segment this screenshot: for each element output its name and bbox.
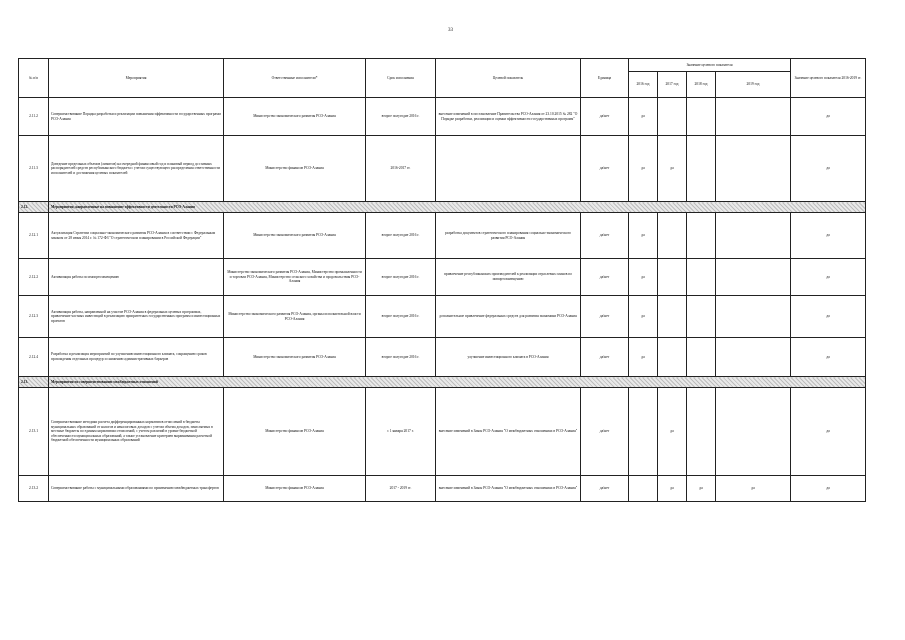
row-result: внесение изменений в Закон РСО-Алания "О межбюджетных отношениях в РСО-Алания": [436, 388, 581, 476]
header-2018: 2018 год: [687, 72, 716, 98]
row-deadline: 2017 - 2019 гг.: [366, 476, 436, 502]
section-row: [19, 377, 866, 388]
row-2016: [629, 388, 658, 476]
row-executor: Министерство финансов РСО-Алания: [224, 388, 366, 476]
row-final: да: [791, 136, 866, 202]
row-executor: Министерство финансов РСО-Алания: [224, 136, 366, 202]
row-final: да: [791, 213, 866, 259]
row-executor: Министерство экономического развития РСО-Алания: [224, 338, 366, 377]
row-2018: [687, 259, 716, 296]
row-2017: [658, 259, 687, 296]
row-num: 2.13.1: [19, 388, 49, 476]
row-num: 2.12.4: [19, 338, 49, 377]
row-2017: да: [658, 388, 687, 476]
row-2016: да: [629, 296, 658, 338]
section-row: [19, 202, 866, 213]
row-2017: [658, 98, 687, 136]
section-num: 2.13.: [19, 377, 49, 388]
table-row: [19, 296, 866, 338]
row-measure: Актуализация Стратегии социально-экономического развития РСО-Алания в соответствии с Федеральным законом от 28 июня 2014 г. № 172-ФЗ "О стратегическом планировании в Российской Федерации": [49, 213, 224, 259]
header-measure: Мероприятия: [49, 59, 224, 98]
row-deadline: второе полугодие 2016 г.: [366, 338, 436, 377]
row-deadline: второе полугодие 2016 г.: [366, 98, 436, 136]
row-2019: [716, 296, 791, 338]
table-row: [19, 259, 866, 296]
table-row: [19, 136, 866, 202]
header-num: № п/п: [19, 59, 49, 98]
row-final: да: [791, 388, 866, 476]
header-final: Значение целевого показателя 2016-2019 гг.: [791, 59, 866, 98]
row-measure: Совершенствование работы с муниципальными образованиями по применению межбюджетных трансфертов: [49, 476, 224, 502]
row-num: 2.11.2: [19, 98, 49, 136]
row-2019: [716, 259, 791, 296]
row-unit: да/нет: [581, 338, 629, 377]
row-unit: да/нет: [581, 136, 629, 202]
row-final: да: [791, 476, 866, 502]
row-result: внесение изменений в постановление Правительства РСО-Алания от 23.10.2015 № 282 "О Порядке разработки, реализации и оценки эффективности государственных программ": [436, 98, 581, 136]
table-body: [19, 59, 866, 502]
header-executor: Ответственные исполнители*: [224, 59, 366, 98]
row-2018: [687, 296, 716, 338]
row-2017: [658, 338, 687, 377]
row-2018: [687, 213, 716, 259]
row-final: да: [791, 98, 866, 136]
row-num: 2.12.2: [19, 259, 49, 296]
row-num: 2.12.1: [19, 213, 49, 259]
row-2017: [658, 296, 687, 338]
header-result: Целевой показатель: [436, 59, 581, 98]
row-measure: Совершенствование методики расчета дифференцированных нормативов отчислений в бюджеты муниципальных образований от налогов и неналоговых доходов с учетом объема доходов, зачисляемых в местные бюджеты по единым нормативам отчислений, с учетом различий в уровне бюджетной обеспеченности муниципальных образований, а также установление критериев выравнивания расчетной бюджетной обеспеченности муниципальных образований: [49, 388, 224, 476]
row-2016: да: [629, 213, 658, 259]
row-num: 2.13.2: [19, 476, 49, 502]
row-result: улучшение инвестиционного климата в РСО-Алания: [436, 338, 581, 377]
row-result: разработка документов стратегического планирования социально-экономического развития РСО-Алания: [436, 213, 581, 259]
row-final: да: [791, 296, 866, 338]
row-executor: Министерство экономического развития РСО-Алания: [224, 213, 366, 259]
header-unit: Единица: [581, 59, 629, 98]
table-row: [19, 213, 866, 259]
row-deadline: второе полугодие 2016 г.: [366, 259, 436, 296]
table-row: [19, 388, 866, 476]
header-deadline: Срок исполнения: [366, 59, 436, 98]
row-2016: [629, 476, 658, 502]
header-2017: 2017 год: [658, 72, 687, 98]
measures-table: [18, 58, 866, 502]
row-2016: да: [629, 259, 658, 296]
row-final: да: [791, 259, 866, 296]
row-unit: да/нет: [581, 296, 629, 338]
header-values-group: Значение целевого показателя: [629, 59, 791, 72]
row-2018: [687, 136, 716, 202]
row-executor: Министерство экономического развития РСО-Алания: [224, 98, 366, 136]
row-2018: [687, 388, 716, 476]
row-num: 2.11.3: [19, 136, 49, 202]
row-measure: Доведение предельных объемов (лимитов) на очередной финансовый год и плановый период до главных распорядителей средств республиканского бюджета с учетом существующего распределения ответственности исполнителей и достижения целевых показателей: [49, 136, 224, 202]
row-2017: да: [658, 136, 687, 202]
header-row-top: [19, 59, 866, 72]
row-deadline: второе полугодие 2016 г.: [366, 296, 436, 338]
row-2016: да: [629, 136, 658, 202]
row-deadline: второе полугодие 2016 г.: [366, 213, 436, 259]
row-2019: [716, 136, 791, 202]
header-2016: 2016 год: [629, 72, 658, 98]
row-measure: Активизация работы по импортозамещению: [49, 259, 224, 296]
row-final: да: [791, 338, 866, 377]
row-measure: Активизация работы, направленной на участие РСО-Алания в федеральных целевых программах, привлечение частных инвестиций в реализацию приоритетных государственных программ и инвестиционных проектов: [49, 296, 224, 338]
row-executor: Министерство экономического развития РСО-Алания, органы исполнительной власти РСО-Алания: [224, 296, 366, 338]
row-deadline: с 1 января 2017 г.: [366, 388, 436, 476]
row-2017: [658, 213, 687, 259]
row-num: 2.12.3: [19, 296, 49, 338]
section-title: Мероприятия, направленные на повышение эффективности деятельности РСО-Алания: [49, 202, 866, 213]
row-2016: да: [629, 98, 658, 136]
row-measure: Совершенствование Порядка разработки и реализации повышения эффективности государственных программ РСО-Алания: [49, 98, 224, 136]
row-executor: Министерство финансов РСО-Алания: [224, 476, 366, 502]
row-result: привлечение республиканских производителей к реализации отраслевых планов по импортозамещению: [436, 259, 581, 296]
row-executor: Министерство экономического развития РСО-Алания, Министерство промышленности и торговли РСО-Алания, Министерство сельского хозяйства и продовольствия РСО-Алания: [224, 259, 366, 296]
row-2018: [687, 338, 716, 377]
row-2019: да: [716, 476, 791, 502]
section-num: 2.12.: [19, 202, 49, 213]
row-unit: да/нет: [581, 476, 629, 502]
table-row: [19, 338, 866, 377]
section-title: Мероприятия по совершенствованию межбюджетных отношений: [49, 377, 866, 388]
row-2018: да: [687, 476, 716, 502]
row-unit: да/нет: [581, 98, 629, 136]
row-unit: да/нет: [581, 213, 629, 259]
row-result: дополнительное привлечение федеральных средств для развития экономики РСО-Алания: [436, 296, 581, 338]
row-2016: да: [629, 338, 658, 377]
row-unit: да/нет: [581, 388, 629, 476]
table-row: [19, 476, 866, 502]
row-2019: [716, 98, 791, 136]
row-2017: да: [658, 476, 687, 502]
row-result: внесение изменений в Закон РСО-Алания "О межбюджетных отношениях в РСО-Алания": [436, 476, 581, 502]
row-2019: [716, 338, 791, 377]
row-measure: Разработка и реализация мероприятий по улучшению инвестиционного климата, сокращению сроков прохождения отдельных процедур и снижению административных барьеров: [49, 338, 224, 377]
row-2018: [687, 98, 716, 136]
row-result: [436, 136, 581, 202]
header-2019: 2019 год: [716, 72, 791, 98]
page-number: 33: [448, 28, 453, 33]
row-2019: [716, 213, 791, 259]
row-deadline: 2016-2017 гг.: [366, 136, 436, 202]
row-unit: да/нет: [581, 259, 629, 296]
row-2019: [716, 388, 791, 476]
table-row: [19, 98, 866, 136]
